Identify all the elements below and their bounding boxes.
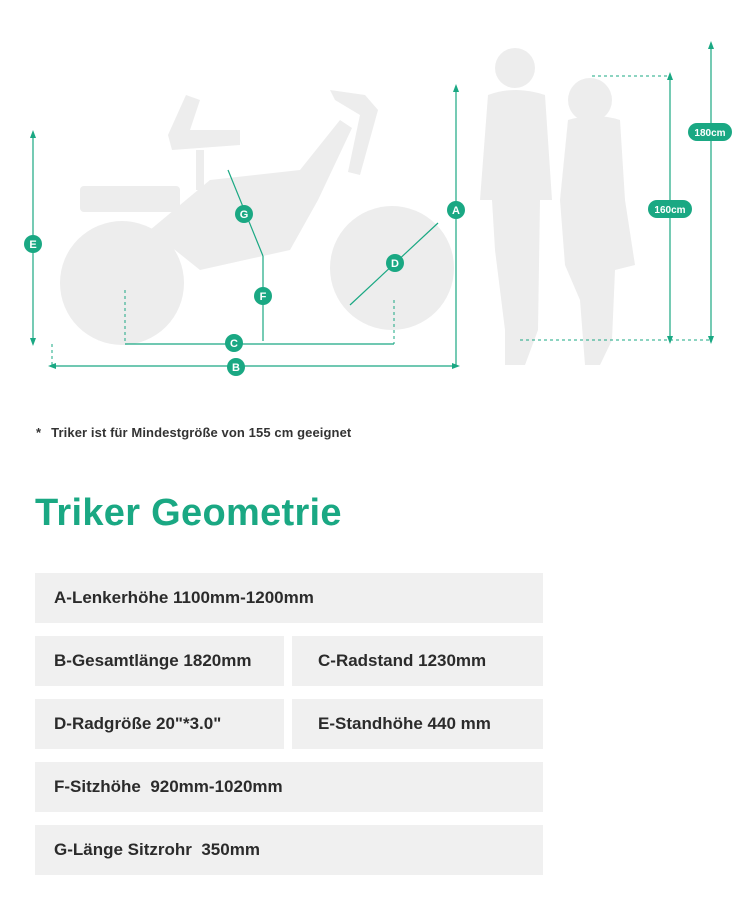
svg-text:B: B (232, 362, 240, 374)
note-asterisk: * (36, 425, 42, 440)
spec-wheel-size: D-Radgröße 20"*3.0" (35, 699, 284, 749)
height-label-160 (648, 200, 692, 218)
note-text: Triker ist für Mindestgröße von 155 cm geeignet (51, 425, 352, 440)
spec-seat-height: F-Sitzhöhe 920mm-1020mm (35, 762, 543, 812)
spec-seat-tube-length: G-Länge Sitzrohr 350mm (35, 825, 543, 875)
spec-total-length: B-Gesamtlänge 1820mm (35, 636, 284, 686)
spec-wheelbase: C-Radstand 1230mm (292, 636, 543, 686)
height-label-180 (688, 123, 732, 141)
svg-text:D: D (391, 258, 399, 270)
svg-text:C: C (230, 338, 238, 350)
svg-text:160cm: 160cm (654, 205, 686, 216)
marker-c (225, 334, 243, 352)
marker-f (254, 287, 272, 305)
spec-handlebar-height: A-Lenkerhöhe 1100mm-1200mm (35, 573, 543, 623)
bike-geometry-diagram (0, 0, 750, 400)
page-title: Triker Geometrie (35, 492, 342, 534)
marker-e (24, 235, 42, 253)
trike-silhouette (60, 90, 454, 345)
marker-b (227, 358, 245, 376)
svg-text:A: A (452, 205, 460, 217)
marker-d (386, 254, 404, 272)
svg-text:G: G (239, 209, 249, 221)
minimum-height-note (36, 425, 351, 440)
svg-text:180cm: 180cm (694, 128, 726, 139)
spec-standover-height: E-Standhöhe 440 mm (292, 699, 543, 749)
person-woman-silhouette (560, 78, 635, 365)
person-man-silhouette (480, 48, 552, 365)
marker-g (235, 205, 253, 223)
marker-a (447, 201, 465, 219)
svg-text:F: F (259, 291, 267, 303)
svg-text:E: E (29, 239, 37, 251)
